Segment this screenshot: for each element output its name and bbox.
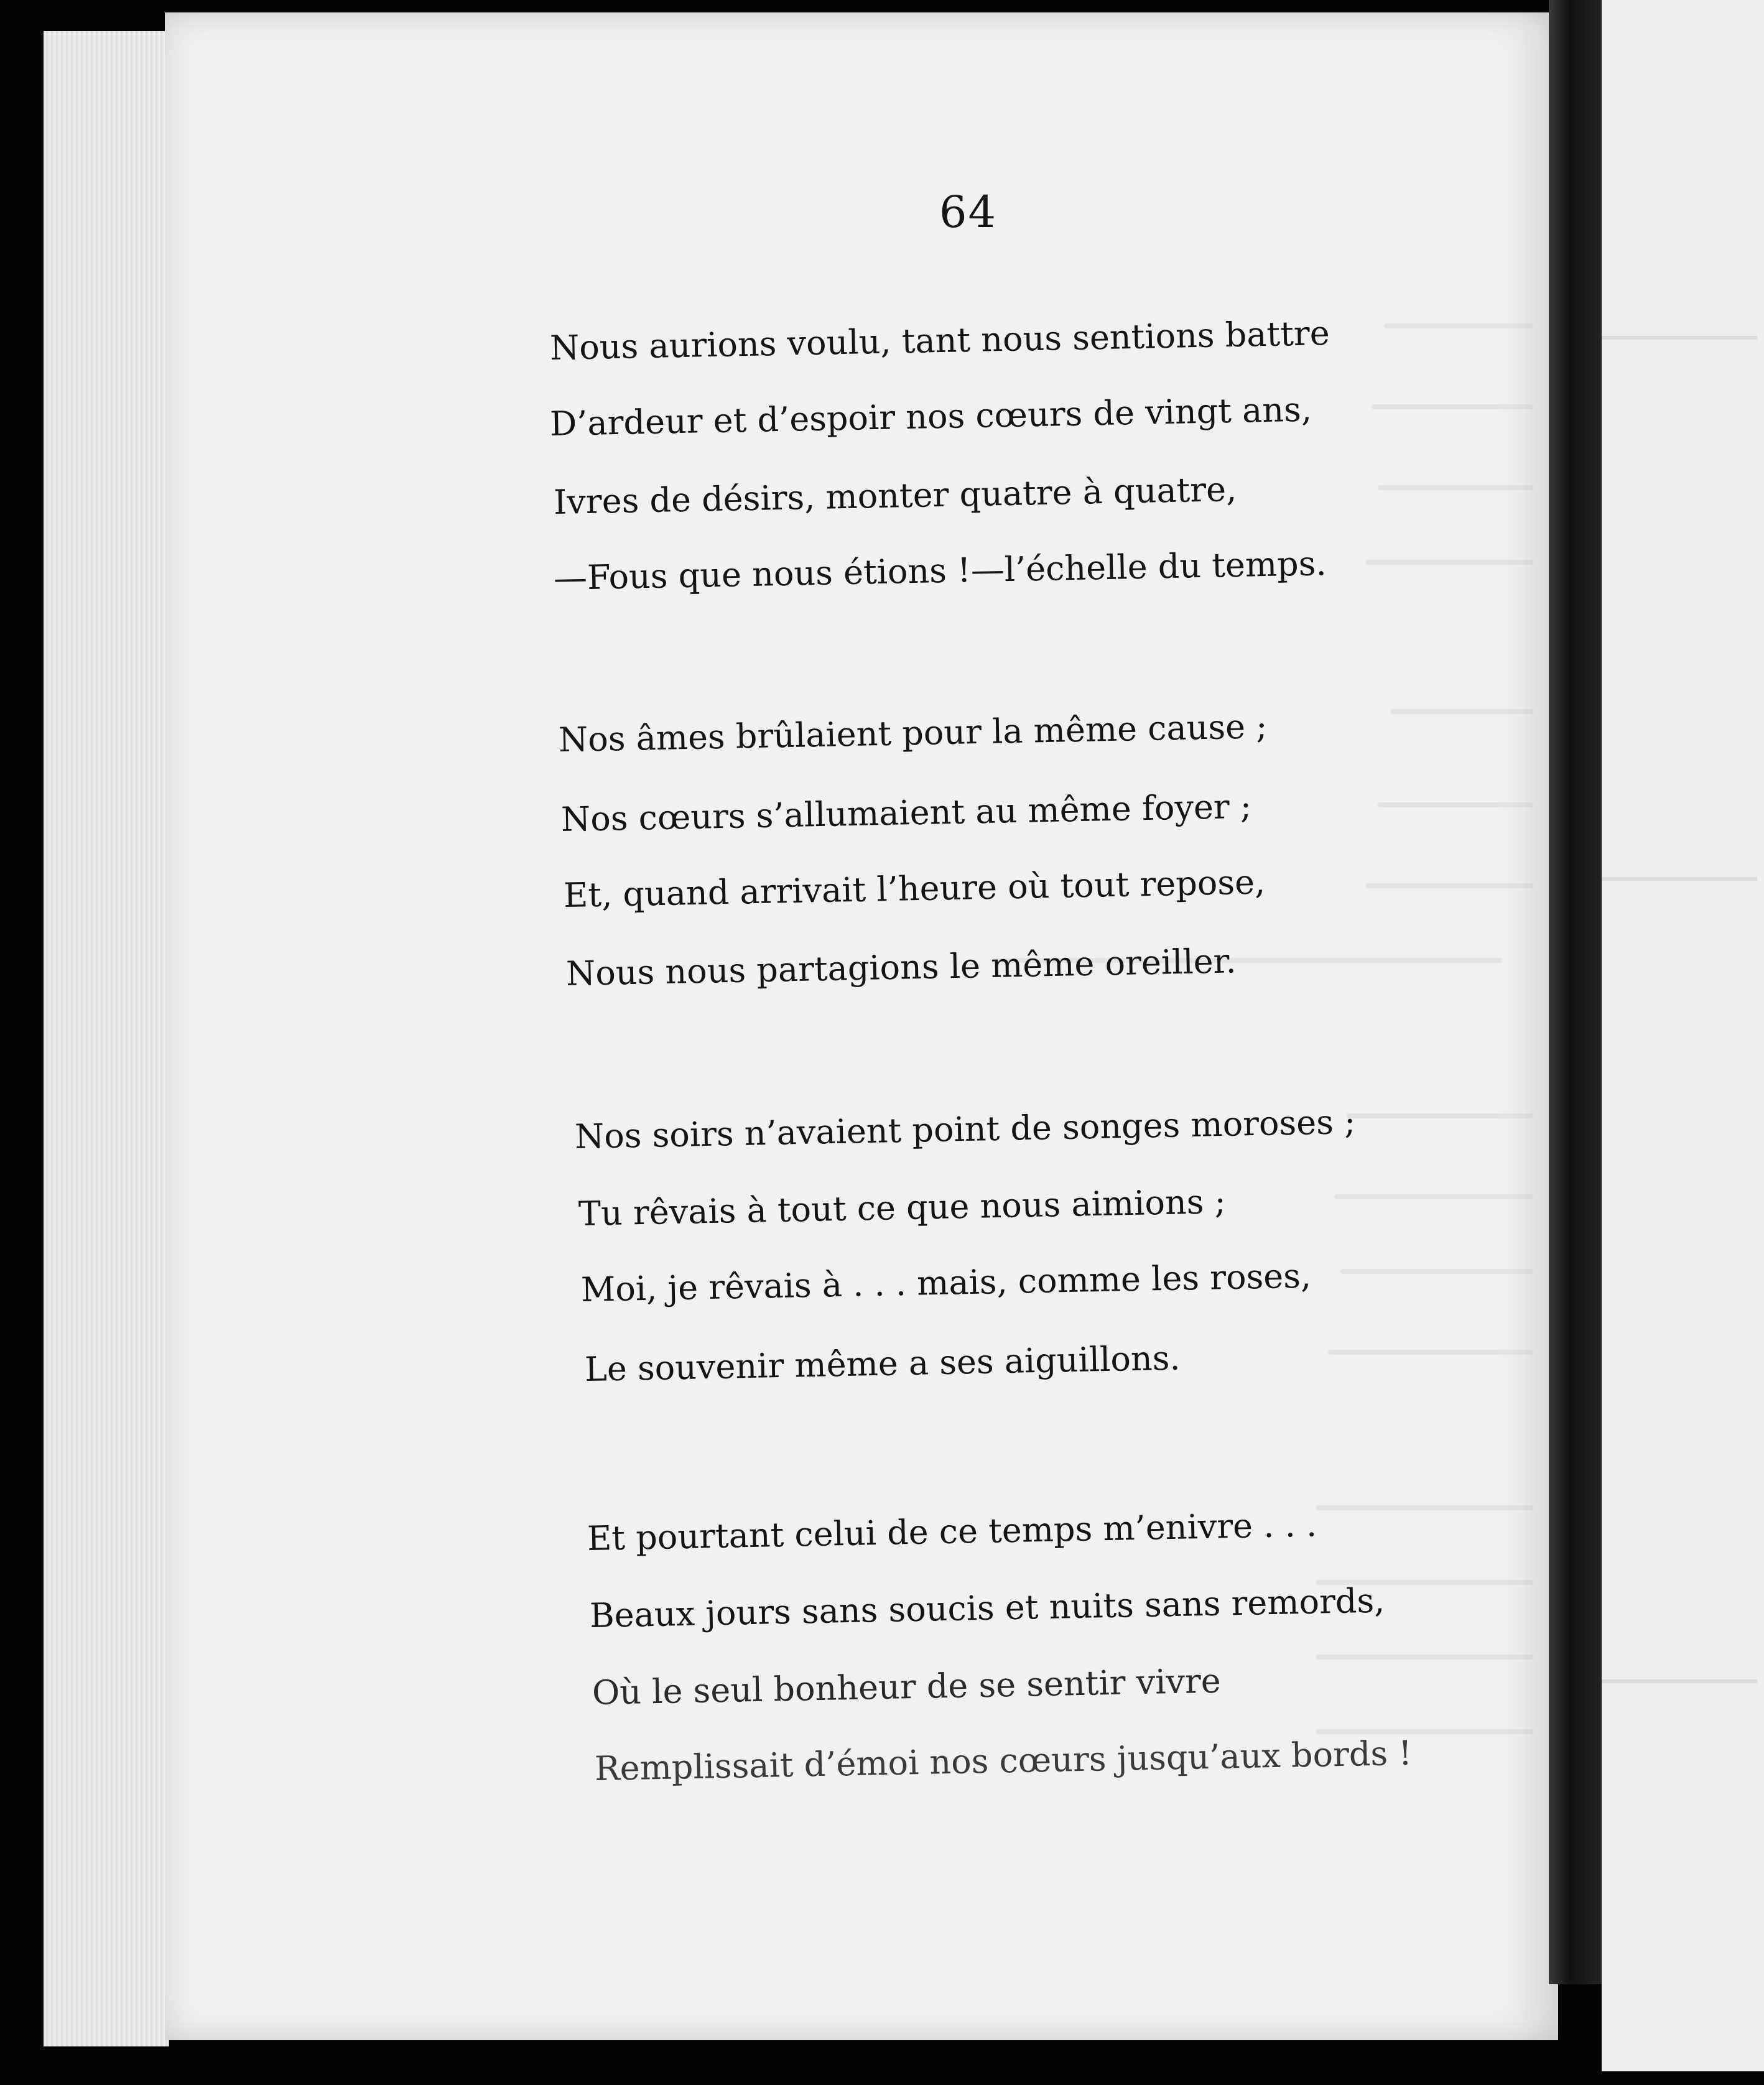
verse-line: Le souvenir même a ses aiguillons. xyxy=(584,1338,1181,1389)
show-through-line xyxy=(1316,1729,1533,1734)
show-through-line xyxy=(1316,1505,1533,1510)
verse-line: Et, quand arrivait l’heure où tout repose, xyxy=(563,862,1266,915)
facing-page-text-line xyxy=(1602,336,1757,340)
verse-line: Nos soirs n’avaient point de songes moroses ; xyxy=(574,1102,1356,1156)
verse-line: Nous aurions voulu, tant nous sentions battre xyxy=(549,313,1330,368)
show-through-line xyxy=(1390,709,1533,714)
facing-page xyxy=(1602,0,1764,2071)
show-through-line xyxy=(1365,560,1533,565)
facing-page-text-line xyxy=(1602,877,1757,881)
show-through-line xyxy=(1340,1269,1533,1274)
show-through-line xyxy=(1334,1194,1533,1199)
verse-line: Nos cœurs s’allumaient au même foyer ; xyxy=(560,786,1252,839)
verse-line: Remplissait d’émoi nos cœurs jusqu’aux bords ! xyxy=(594,1733,1413,1788)
show-through-line xyxy=(1384,323,1533,328)
verse-line: Beaux jours sans soucis et nuits sans remords, xyxy=(589,1581,1385,1635)
show-through-line xyxy=(1365,883,1533,888)
show-through-line xyxy=(1378,485,1533,490)
show-through-line xyxy=(1347,1113,1533,1118)
book-gutter xyxy=(1549,0,1602,1984)
show-through-line xyxy=(1378,802,1533,807)
verse-line: Ivres de désirs, monter quatre à quatre, xyxy=(553,469,1237,522)
show-through-line xyxy=(1328,1350,1533,1355)
page-number: 64 xyxy=(939,187,998,238)
show-through-line xyxy=(1372,404,1533,409)
verse-line: Nos âmes brûlaient pour la même cause ; xyxy=(558,707,1268,759)
book-fore-edge xyxy=(44,31,169,2046)
verse-line: Où le seul bonheur de se sentir vivre xyxy=(592,1661,1222,1712)
verse-line: Et pourtant celui de ce temps m’enivre . . . xyxy=(587,1505,1317,1558)
show-through-line xyxy=(1316,1655,1533,1660)
verse-line: Tu rêvais à tout ce que nous aimions ; xyxy=(578,1182,1227,1233)
verse-line: Moi, je rêvais à . . . mais, comme les roses, xyxy=(580,1256,1312,1309)
verse-line: Nous nous partagions le même oreiller. xyxy=(565,941,1237,993)
verse-line: —Fous que nous étions !—l’échelle du temps. xyxy=(553,544,1327,598)
facing-page-text-line xyxy=(1602,1679,1757,1683)
verse-line: D’ardeur et d’espoir nos cœurs de vingt ans, xyxy=(549,389,1312,443)
